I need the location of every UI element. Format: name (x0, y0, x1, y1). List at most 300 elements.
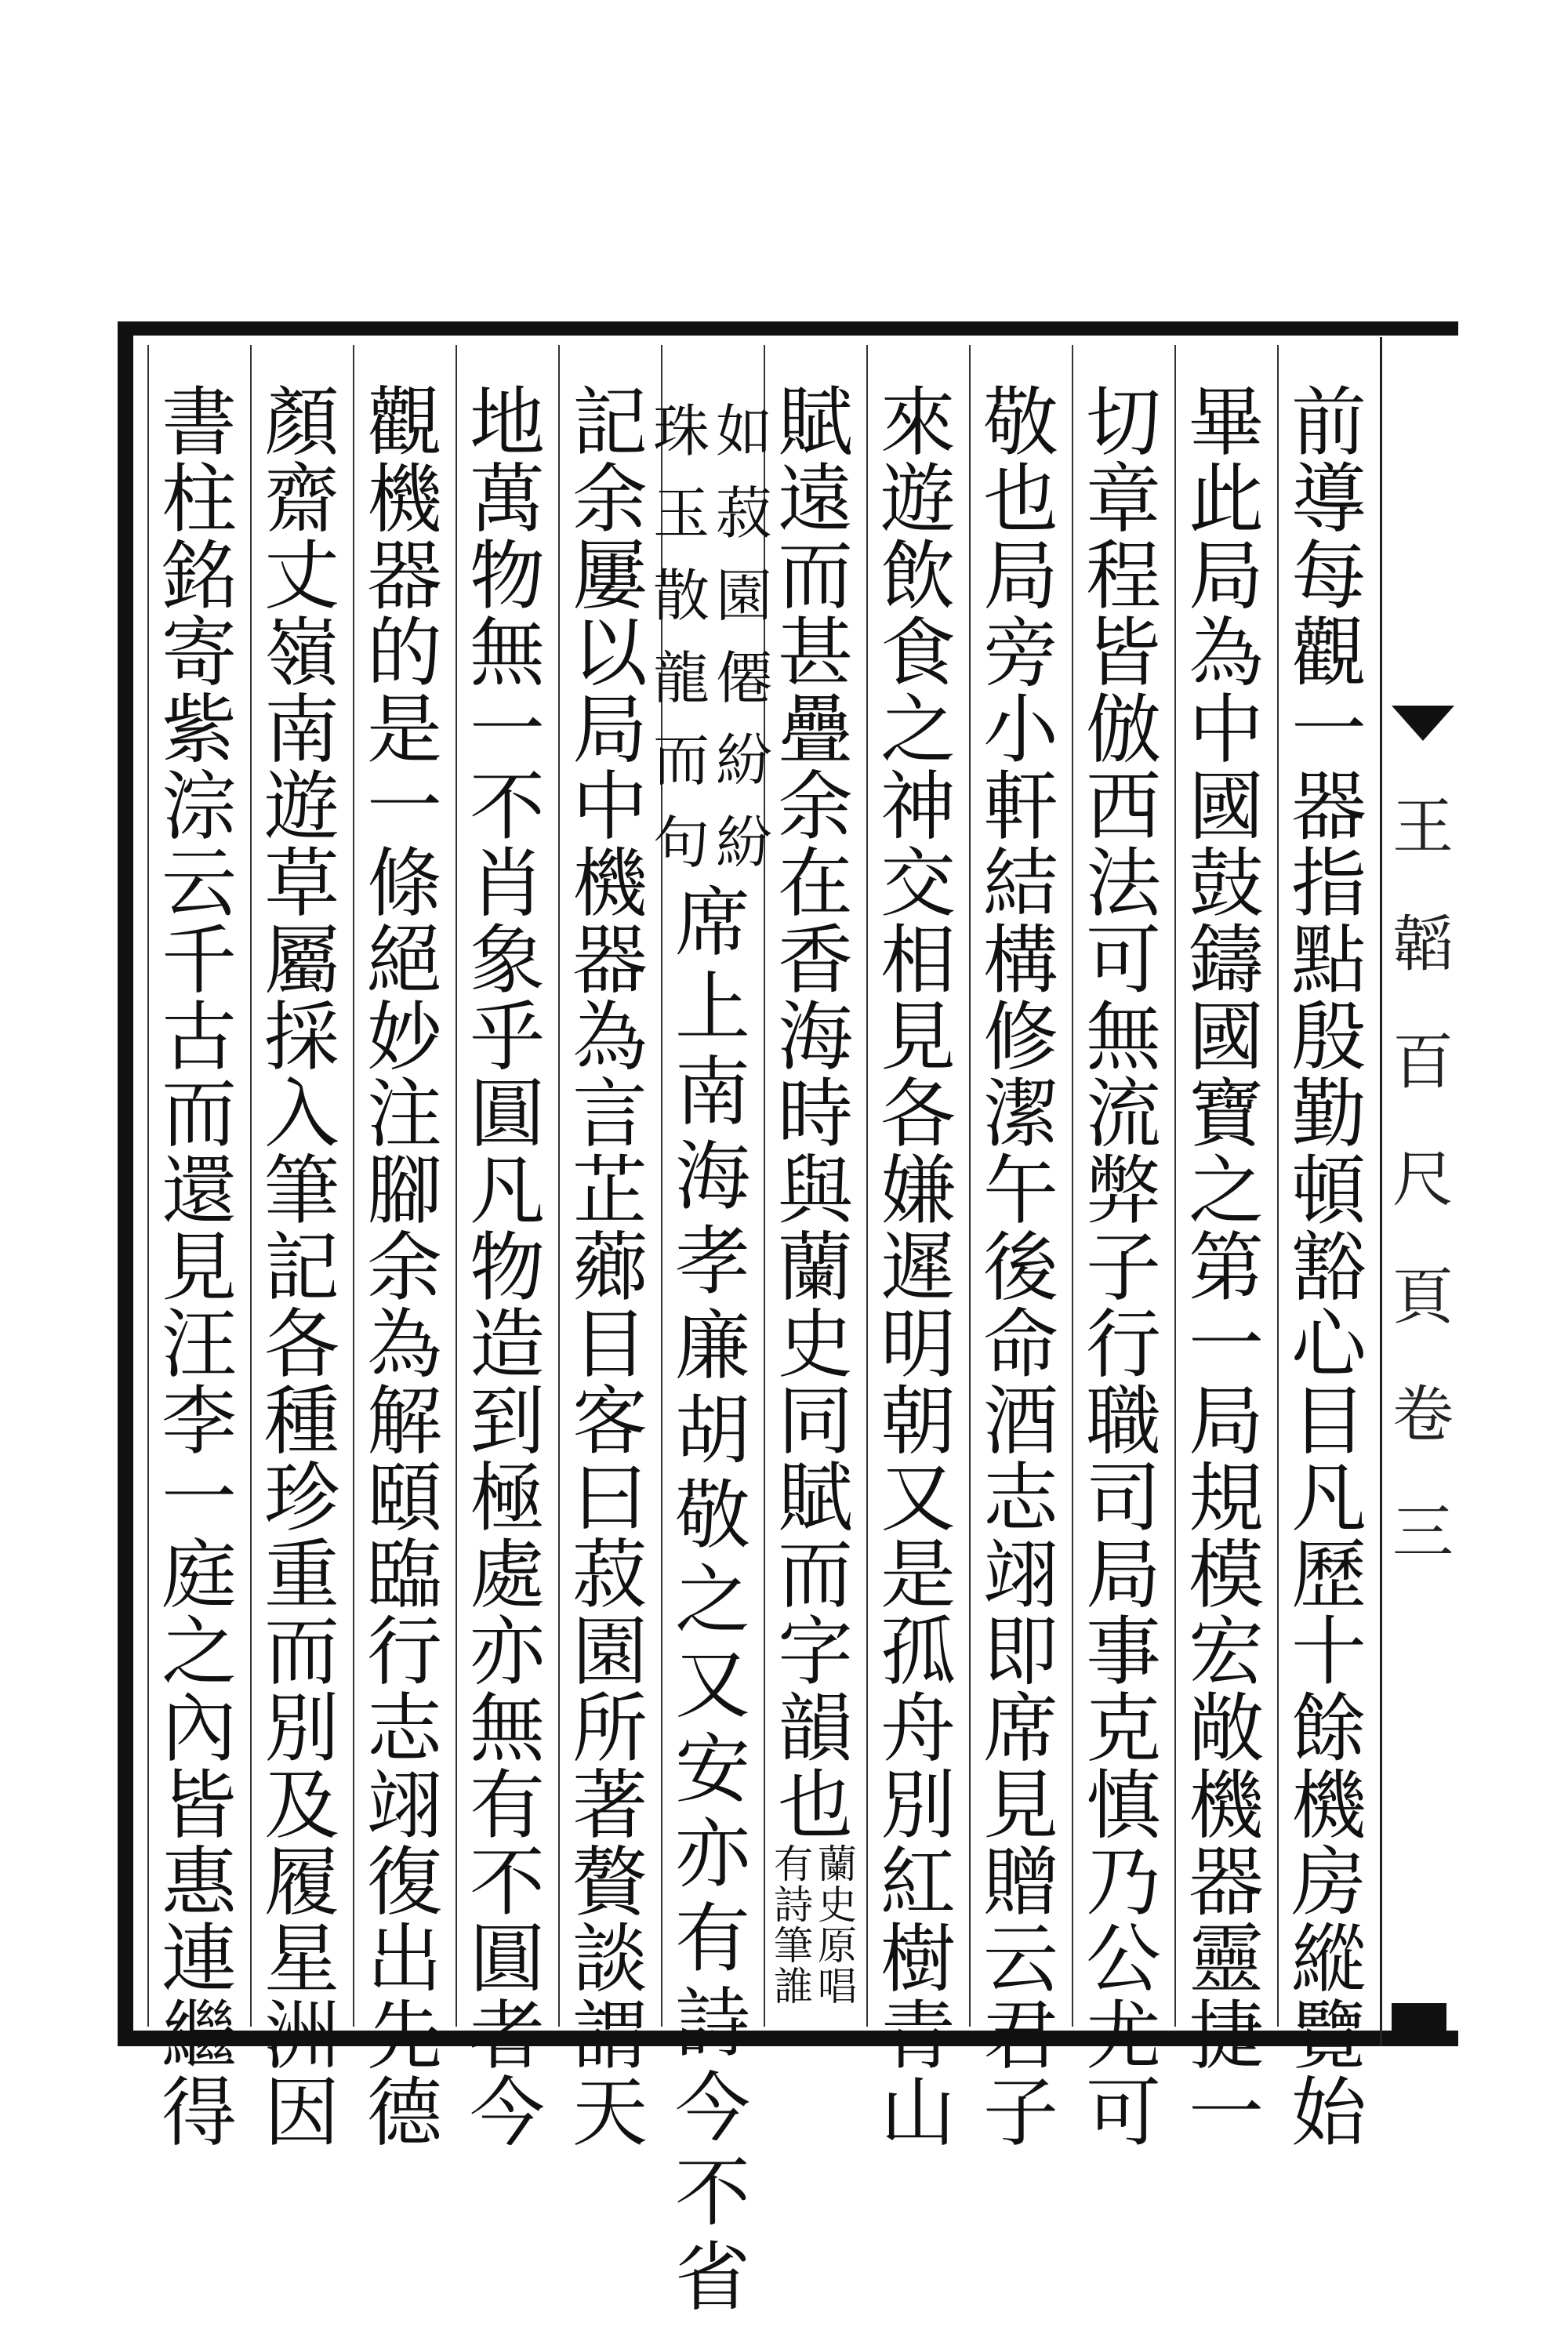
text-char: 子 (1086, 1224, 1161, 1312)
text-char: 余 (778, 763, 853, 851)
text-column (1072, 345, 1174, 2157)
text-char: 機 (572, 840, 648, 927)
text-char: 點 (1291, 916, 1367, 1004)
text-char: 柱 (162, 456, 237, 543)
text-char: 中 (1189, 686, 1264, 774)
text-char: 見 (880, 993, 956, 1081)
note-char: 句 (652, 810, 710, 876)
text-char: 目 (572, 1301, 648, 1388)
text-char: 嫌 (880, 1147, 956, 1235)
text-char: 因 (264, 2069, 339, 2157)
text-char: 弊 (1086, 1147, 1161, 1235)
text-char: 入 (264, 1070, 339, 1158)
text-char: 海 (778, 993, 853, 1081)
text-char: 不 (470, 1838, 545, 1926)
text-char: 孝 (675, 1218, 750, 1305)
text-char: 字 (778, 1608, 853, 1696)
text-char: 凡 (1291, 1454, 1367, 1542)
text-char: 機 (1189, 1762, 1264, 1849)
text-char: 慎 (1086, 1762, 1161, 1849)
text-char: 象 (470, 916, 545, 1004)
text-char: 凡 (470, 1147, 545, 1235)
text-char: 著 (572, 1762, 648, 1849)
text-char: 採 (264, 993, 339, 1081)
text-char: 事 (1086, 1608, 1161, 1696)
text-char: 談 (572, 1915, 648, 2003)
text-char: 敬 (675, 1472, 750, 1559)
text-char: 一 (1291, 686, 1367, 774)
text-char: 倣 (1086, 686, 1161, 774)
text-char: 寶 (1189, 1070, 1264, 1158)
text-char: 此 (1189, 456, 1264, 543)
block-center-title (1392, 768, 1454, 1592)
text-char: 惠 (162, 1838, 237, 1926)
text-char: 曰 (572, 1454, 648, 1542)
note-char: 玉 (652, 481, 710, 546)
note-char: 珠 (652, 398, 710, 464)
text-char: 皆 (1086, 609, 1161, 697)
text-char: 是 (367, 686, 442, 774)
text-char: 在 (778, 840, 853, 927)
text-char: 極 (470, 1454, 545, 1542)
text-char: 山 (880, 2069, 956, 2157)
text-char: 的 (367, 609, 442, 697)
text-char: 上 (675, 964, 750, 1051)
text-char: 處 (470, 1531, 545, 1619)
text-char: 云 (162, 840, 237, 927)
text-char: 食 (880, 609, 956, 697)
text-char: 南 (675, 1048, 750, 1136)
text-char: 始 (1291, 2069, 1367, 2157)
text-char: 今 (675, 2064, 750, 2152)
text-char: 神 (880, 763, 956, 851)
note-char: 有 (774, 1842, 813, 1887)
text-char: 又 (880, 1454, 956, 1542)
text-char: 珍 (264, 1454, 339, 1542)
text-char: 出 (367, 1915, 442, 2003)
text-char: 遊 (880, 456, 956, 543)
text-char: 局 (1189, 532, 1264, 620)
text-char: 之 (1189, 1147, 1264, 1235)
text-char: 即 (983, 1608, 1058, 1696)
text-char: 得 (162, 2069, 237, 2157)
text-char: 寄 (162, 609, 237, 697)
text-char: 切 (1086, 379, 1161, 466)
text-char: 之 (675, 1556, 750, 1644)
text-char: 有 (675, 1895, 750, 1983)
text-char: 草 (264, 840, 339, 927)
text-char: 各 (880, 1070, 956, 1158)
text-column (558, 345, 660, 2157)
note-char: 誰 (774, 1964, 813, 2009)
text-char: 之 (880, 686, 956, 774)
text-char: 飲 (880, 532, 956, 620)
text-char: 畢 (1189, 379, 1264, 466)
block-center-char: 百 (1392, 1027, 1454, 1098)
text-char: 一 (1189, 2069, 1264, 2157)
text-char: 觀 (1291, 609, 1367, 697)
text-char: 同 (778, 1377, 853, 1465)
text-char: 庭 (162, 1531, 237, 1619)
note-char: 筆 (774, 1923, 813, 1969)
text-char: 復 (367, 1838, 442, 1926)
text-column (1174, 345, 1276, 2157)
text-char: 遲 (880, 1224, 956, 1312)
text-char: 局 (1189, 1377, 1264, 1465)
text-char: 翊 (367, 1762, 442, 1849)
text-char: 縱 (1291, 1915, 1367, 2003)
text-char: 乎 (470, 993, 545, 1081)
text-char: 之 (162, 1608, 237, 1696)
text-char: 敞 (1189, 1685, 1264, 1773)
text-char: 而 (778, 532, 853, 620)
text-char: 海 (675, 1133, 750, 1221)
text-char: 者 (470, 1992, 545, 2080)
text-char: 殷 (1291, 993, 1367, 1081)
text-char: 為 (1189, 609, 1264, 697)
block-center-bottom-bar (1392, 2003, 1446, 2042)
text-char: 交 (880, 840, 956, 927)
block-center-char: 韜 (1392, 909, 1454, 980)
text-char: 而 (264, 1608, 339, 1696)
text-char: 余 (572, 456, 648, 543)
text-char: 種 (264, 1377, 339, 1465)
text-char: 捷 (1189, 1992, 1264, 2080)
block-center-char: 三 (1392, 1497, 1454, 1568)
text-char: 芷 (572, 1147, 648, 1235)
block-center-char: 尺 (1392, 1145, 1454, 1215)
text-char: 甚 (778, 609, 853, 697)
text-char: 謂 (572, 1992, 648, 2080)
text-char: 一 (1189, 1301, 1264, 1388)
text-column (652, 345, 773, 2321)
text-char: 菽 (572, 1531, 648, 1619)
text-char: 每 (1291, 532, 1367, 620)
text-char: 洲 (264, 1992, 339, 2080)
text-char: 職 (1086, 1377, 1161, 1465)
text-char: 別 (880, 1762, 956, 1849)
text-char: 命 (983, 1301, 1058, 1388)
text-char: 也 (983, 456, 1058, 543)
text-char: 尤 (1086, 1992, 1161, 2080)
text-char: 亦 (675, 1810, 750, 1898)
text-char: 鑄 (1189, 916, 1264, 1004)
text-char: 汪 (162, 1301, 237, 1388)
text-char: 勤 (1291, 1070, 1367, 1158)
note-char: 蘭 (818, 1842, 857, 1887)
text-char: 克 (1086, 1685, 1161, 1773)
text-char: 史 (778, 1301, 853, 1388)
text-char: 條 (367, 840, 442, 927)
text-char: 行 (367, 1608, 442, 1696)
text-char: 中 (572, 763, 648, 851)
text-char: 為 (572, 993, 648, 1081)
text-char: 子 (983, 2069, 1058, 2157)
note-char: 史 (818, 1882, 857, 1928)
text-char: 廉 (675, 1302, 750, 1390)
text-char: 青 (880, 1992, 956, 2080)
block-center-char: 卷 (1392, 1380, 1454, 1450)
text-char: 可 (1086, 2069, 1161, 2157)
note-char: 紛 (716, 728, 773, 793)
note-char: 園 (716, 563, 773, 629)
text-char: 言 (572, 1070, 648, 1158)
text-column (969, 345, 1071, 2157)
text-char: 流 (1086, 1070, 1161, 1158)
text-char: 觀 (367, 379, 442, 466)
text-char: 來 (880, 379, 956, 466)
text-char: 國 (1189, 993, 1264, 1081)
text-char: 第 (1189, 1224, 1264, 1312)
text-char: 十 (1291, 1608, 1367, 1696)
text-char: 前 (1291, 379, 1367, 466)
text-char: 顏 (264, 379, 339, 466)
text-column (353, 345, 455, 2157)
text-char: 以 (572, 609, 648, 697)
text-column (456, 345, 557, 2157)
interlinear-note (774, 1844, 857, 2007)
block-center-char: 頁 (1392, 1262, 1454, 1333)
text-char: 各 (264, 1301, 339, 1388)
text-char: 模 (1189, 1531, 1264, 1619)
text-char: 天 (572, 2069, 648, 2157)
text-char: 還 (162, 1147, 237, 1235)
text-char: 屬 (264, 916, 339, 1004)
note-char: 詩 (774, 1882, 813, 1928)
text-char: 潔 (983, 1070, 1058, 1158)
text-char: 無 (1086, 993, 1161, 1081)
text-char: 園 (572, 1608, 648, 1696)
text-char: 靈 (1189, 1915, 1264, 2003)
text-char: 心 (1291, 1301, 1367, 1388)
text-char: 樹 (880, 1915, 956, 2003)
text-char: 齋 (264, 456, 339, 543)
text-char: 德 (367, 2069, 442, 2157)
text-char: 繼 (162, 1992, 237, 2080)
block-center-char: 王 (1392, 792, 1454, 862)
text-char: 酒 (983, 1377, 1058, 1465)
text-char: 國 (1189, 763, 1264, 851)
text-char: 記 (572, 379, 648, 466)
text-char: 安 (675, 1726, 750, 1813)
text-char: 物 (470, 1224, 545, 1312)
text-char: 席 (675, 879, 750, 967)
note-char: 散 (652, 563, 710, 629)
text-char: 遠 (778, 456, 853, 543)
text-char: 筆 (264, 1147, 339, 1235)
text-column (866, 345, 968, 2157)
text-char: 導 (1291, 456, 1367, 543)
text-char: 可 (1086, 916, 1161, 1004)
text-char: 解 (367, 1377, 442, 1465)
text-char: 履 (264, 1838, 339, 1926)
text-char: 賦 (778, 1454, 853, 1542)
text-char: 胡 (675, 1387, 750, 1475)
text-char: 今 (470, 2069, 545, 2157)
text-char: 乃 (1086, 1838, 1161, 1926)
text-char: 餘 (1291, 1685, 1367, 1773)
note-char: 唱 (818, 1964, 857, 2009)
text-char: 目 (1291, 1377, 1367, 1465)
note-char: 紛 (716, 810, 773, 876)
text-char: 星 (264, 1915, 339, 2003)
text-char: 行 (1086, 1301, 1161, 1388)
text-char: 程 (1086, 532, 1161, 620)
text-char: 無 (470, 1685, 545, 1773)
text-char: 萬 (470, 456, 545, 543)
text-char: 臨 (367, 1531, 442, 1619)
note-char: 如 (716, 398, 773, 464)
text-char: 而 (162, 1070, 237, 1158)
text-char: 覽 (1291, 1992, 1367, 2080)
text-char: 明 (880, 1301, 956, 1388)
text-char: 司 (1086, 1454, 1161, 1542)
text-char: 有 (470, 1762, 545, 1849)
text-char: 房 (1291, 1838, 1367, 1926)
text-char: 志 (983, 1454, 1058, 1542)
text-char: 贈 (983, 1838, 1058, 1926)
text-char: 銘 (162, 532, 237, 620)
text-char: 連 (162, 1915, 237, 2003)
text-char: 千 (162, 916, 237, 1004)
text-char: 見 (983, 1762, 1058, 1849)
text-char: 頓 (1291, 1147, 1367, 1235)
text-char: 紅 (880, 1838, 956, 1926)
text-char: 南 (264, 686, 339, 774)
text-char: 肖 (470, 840, 545, 927)
text-char: 別 (264, 1685, 339, 1773)
text-char: 規 (1189, 1454, 1264, 1542)
text-char: 先 (367, 1992, 442, 2080)
text-char: 志 (367, 1685, 442, 1773)
note-char: 菽 (716, 481, 773, 546)
text-char: 韻 (778, 1685, 853, 1773)
text-char: 不 (470, 763, 545, 851)
text-char: 軒 (983, 763, 1058, 851)
text-char: 余 (367, 1224, 442, 1312)
text-char: 小 (983, 686, 1058, 774)
text-column (147, 345, 249, 2157)
text-char: 注 (367, 1070, 442, 1158)
text-char: 絕 (367, 916, 442, 1004)
note-char: 原 (818, 1923, 857, 1969)
text-char: 與 (778, 1147, 853, 1235)
text-char: 君 (983, 1992, 1058, 2080)
text-char: 席 (983, 1685, 1058, 1773)
text-char: 翊 (983, 1531, 1058, 1619)
text-char: 局 (983, 532, 1058, 620)
text-char: 而 (778, 1531, 853, 1619)
text-char: 不 (675, 2149, 750, 2237)
text-char: 機 (1291, 1762, 1367, 1849)
text-char: 公 (1086, 1915, 1161, 2003)
text-char: 紫 (162, 686, 237, 774)
text-char: 記 (264, 1224, 339, 1312)
text-char: 重 (264, 1531, 339, 1619)
text-char: 物 (470, 532, 545, 620)
text-char: 為 (367, 1301, 442, 1388)
text-char: 一 (367, 763, 442, 851)
text-char: 器 (1291, 763, 1367, 851)
text-char: 李 (162, 1377, 237, 1465)
text-char: 構 (983, 916, 1058, 1004)
text-char: 旁 (983, 609, 1058, 697)
text-char: 內 (162, 1685, 237, 1773)
text-column (1277, 345, 1379, 2157)
text-char: 造 (470, 1301, 545, 1388)
text-char: 圓 (470, 1915, 545, 2003)
text-char: 器 (1189, 1838, 1264, 1926)
text-char: 賦 (778, 379, 853, 466)
text-char: 詩 (675, 1980, 750, 2067)
text-char: 鼓 (1189, 840, 1264, 927)
text-char: 丈 (264, 532, 339, 620)
text-char: 地 (470, 379, 545, 466)
text-char: 豁 (1291, 1224, 1367, 1312)
text-char: 遊 (264, 763, 339, 851)
fishtail-mark (1392, 706, 1454, 741)
text-char: 一 (470, 686, 545, 774)
text-char: 所 (572, 1685, 648, 1773)
text-char: 修 (983, 993, 1058, 1081)
text-char: 時 (778, 1070, 853, 1158)
text-char: 器 (367, 532, 442, 620)
text-char: 相 (880, 916, 956, 1004)
text-char: 是 (880, 1531, 956, 1619)
text-char: 法 (1086, 840, 1161, 927)
note-char: 而 (652, 728, 710, 793)
text-char: 指 (1291, 840, 1367, 927)
text-char: 又 (675, 1641, 750, 1729)
text-char: 孤 (880, 1608, 956, 1696)
text-char: 舟 (880, 1685, 956, 1773)
text-char: 一 (162, 1454, 237, 1542)
text-column (250, 345, 352, 2157)
note-char: 僊 (716, 645, 773, 711)
text-char: 宏 (1189, 1608, 1264, 1696)
text-char: 及 (264, 1762, 339, 1849)
text-char: 西 (1086, 763, 1161, 851)
text-char: 也 (778, 1762, 853, 1849)
note-char: 龍 (652, 645, 710, 711)
text-char: 圓 (470, 1070, 545, 1158)
text-char: 局 (1086, 1531, 1161, 1619)
text-char: 客 (572, 1377, 648, 1465)
text-char: 腳 (367, 1147, 442, 1235)
text-char: 歷 (1291, 1531, 1367, 1619)
text-char: 妙 (367, 993, 442, 1081)
text-char: 云 (983, 1915, 1058, 2003)
text-char: 無 (470, 609, 545, 697)
text-char: 嶺 (264, 609, 339, 697)
text-char: 省 (675, 2234, 750, 2321)
text-char: 敬 (983, 379, 1058, 466)
text-char: 朝 (880, 1377, 956, 1465)
text-char: 章 (1086, 456, 1161, 543)
text-char: 器 (572, 916, 648, 1004)
text-char: 古 (162, 993, 237, 1081)
text-char: 薌 (572, 1224, 648, 1312)
text-char: 到 (470, 1377, 545, 1465)
text-char: 結 (983, 840, 1058, 927)
text-char: 後 (983, 1224, 1058, 1312)
text-char: 屢 (572, 532, 648, 620)
text-char: 頤 (367, 1454, 442, 1542)
text-char: 午 (983, 1147, 1058, 1235)
text-char: 贅 (572, 1838, 648, 1926)
text-char: 香 (778, 916, 853, 1004)
text-char: 機 (367, 456, 442, 543)
